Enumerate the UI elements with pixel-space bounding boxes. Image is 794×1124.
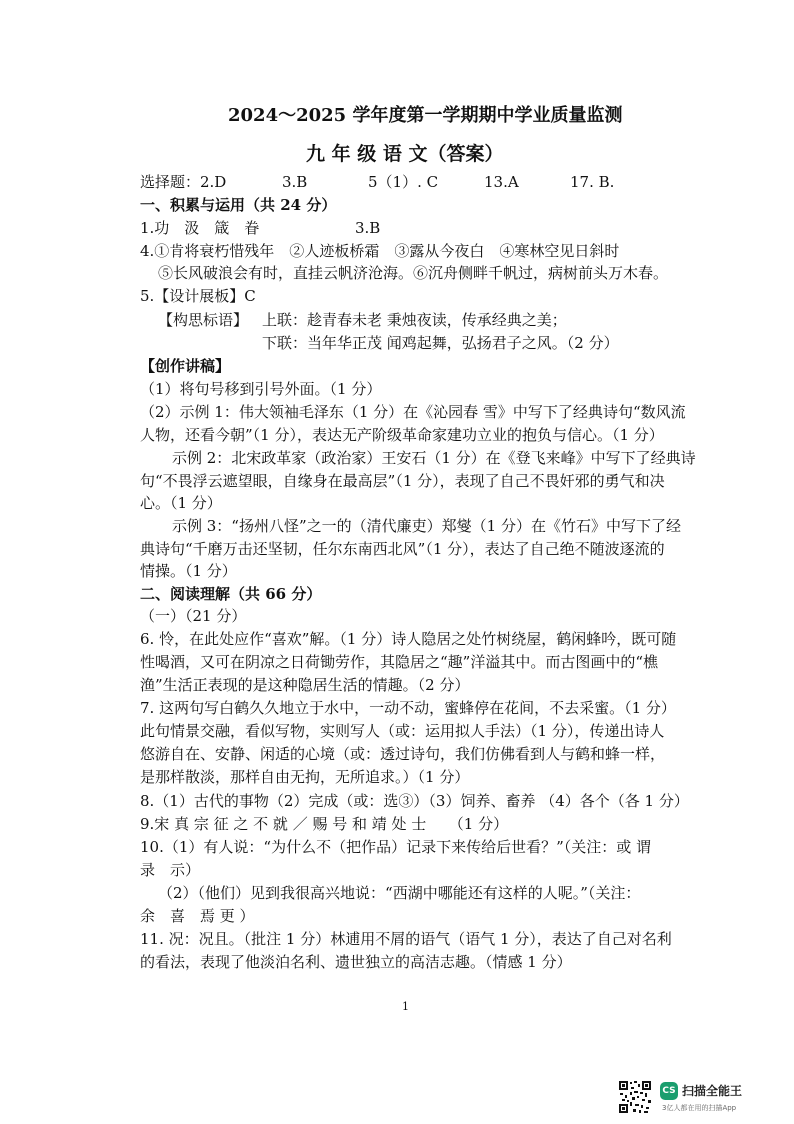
speech-example: 示例 3：“扬州八怪”之一的（清代廉吏）郑燮（1 分）在《竹石》中写下了经 xyxy=(172,517,681,535)
document-title: 2024～2025 学年度第一学期期中学业质量监测 xyxy=(228,105,623,126)
couplet-upper: 上联：趁青春未老 秉烛夜读，传承经典之美； xyxy=(262,311,567,329)
section-heading: 二、阅读理解（共 66 分） xyxy=(140,585,322,603)
answer-q7: 此句情景交融，看似写物，实则写人（或：运用拟人手法）（1 分），传递出诗人 xyxy=(140,722,665,740)
choice-label: 选择题：2.D xyxy=(140,173,227,191)
speech-heading: 【创作讲稿】 xyxy=(140,357,231,375)
answer-q5-tag: 【构思标语】 xyxy=(158,311,249,329)
speech-example: 心。（1 分） xyxy=(140,494,222,512)
document-subtitle: 九 年 级 语 文（答案） xyxy=(306,143,504,165)
scanner-app-tagline: 3亿人都在用的扫描App xyxy=(662,1104,737,1112)
answer-q7: 是那样散淡，那样自由无拘，无所追求。）（1 分） xyxy=(140,768,470,786)
answer-q7: 悠游自在、安静、闲适的心境（或：透过诗句，我们仿佛看到人与鹤和蜂一样， xyxy=(140,745,666,763)
answer-q5: 5.【设计展板】C xyxy=(140,287,256,305)
speech-answer: 人物，还看今朝”（1 分），表达无产阶级革命家建功立业的抱负与信心。（1 分） xyxy=(140,426,664,444)
answer-q6: 性喝酒，又可在阴凉之日荷锄劳作，其隐居之“趣”洋溢其中。而古图画中的“樵 xyxy=(140,653,659,671)
part-heading: （一）（21 分） xyxy=(140,607,247,625)
answer-q6: 6. 怜，在此处应作“喜欢”解。（1 分）诗人隐居之处竹树绕屋，鹤闲蜂吟，既可随 xyxy=(140,630,677,648)
answer-q10: 10.（1）有人说：“为什么不（把作品）记录下来传给后世看？”（关注：或 谓 xyxy=(140,838,652,856)
answer-q11: 11. 况：况且。（批注 1 分）林逋用不屑的语气（语气 1 分），表达了自己对名利 xyxy=(140,930,672,948)
answer-q3: 3.B xyxy=(355,219,381,237)
speech-example: 示例 2：北宋政革家（政治家）王安石（1 分）在《登飞来峰》中写下了经典诗 xyxy=(172,449,696,467)
speech-answer: （1）将句号移到引号外面。（1 分） xyxy=(140,380,382,398)
choice-answer-17: 17. B. xyxy=(570,173,615,191)
scanner-app-logo: CS xyxy=(660,1082,678,1100)
scanner-app-name: 扫描全能王 xyxy=(682,1084,743,1098)
answer-q7: 7. 这两句写白鹤久久地立于水中，一动不动，蜜蜂停在花间，不去采蜜。（1 分） xyxy=(140,699,676,717)
answer-q6: 渔”生活正表现的是这种隐居生活的情趣。（2 分） xyxy=(140,676,470,694)
page-number: 1 xyxy=(402,1000,409,1013)
section-heading: 一、积累与运用（共 24 分） xyxy=(140,196,337,214)
qr-code-icon xyxy=(618,1080,652,1114)
answer-q11: 的看法，表现了他淡泊名利、遗世独立的高洁志趣。（情感 1 分） xyxy=(140,953,572,971)
choice-answer-3: 3.B xyxy=(282,173,308,191)
answer-q10: （2）（他们）见到我很高兴地说：“西湖中哪能还有这样的人呢。”（关注： xyxy=(158,884,641,902)
couplet-lower: 下联：当年华正茂 闻鸡起舞，弘扬君子之风。（2 分） xyxy=(262,334,619,352)
answer-q8: 8.（1）古代的事物（2）完成（或：选③）（3）饲养、畜养 （4）各个（各 1 分） xyxy=(140,792,689,810)
answer-q10: 录 示） xyxy=(140,861,201,879)
speech-example: 典诗句“千磨万击还坚韧，任尔东南西北风”（1 分），表达了自己绝不随波逐流的 xyxy=(140,540,665,558)
choice-answer-5: 5（1）. C xyxy=(368,173,439,191)
speech-answer: （2）示例 1：伟大领袖毛泽东（1 分）在《沁园春 雪》中写下了经典诗句“数风流 xyxy=(140,403,686,421)
answer-q10: 余 喜 焉 更 ） xyxy=(140,907,255,925)
answer-q4-line: ⑤长风破浪会有时，直挂云帆济沧海。⑥沉舟侧畔千帆过，病树前头万木春。 xyxy=(158,264,669,282)
answer-q9: 9.宋 真 宗 征 之 不 就 ／ 赐 号 和 靖 处 士 （1 分） xyxy=(140,815,509,833)
speech-example: 情操。（1 分） xyxy=(140,562,237,580)
choice-answer-13: 13.A xyxy=(484,173,519,191)
speech-example: 句“不畏浮云遮望眼，自缘身在最高层”（1 分），表现了自己不畏奸邪的勇气和决 xyxy=(140,472,665,490)
answer-q4-line: 4.①肯将衰朽惜残年 ②人迹板桥霜 ③露从今夜白 ④寒林空见日斜时 xyxy=(140,242,620,260)
answer-q1: 1.功 汲 箴 眷 xyxy=(140,219,260,237)
scanner-watermark xyxy=(618,1080,778,1120)
